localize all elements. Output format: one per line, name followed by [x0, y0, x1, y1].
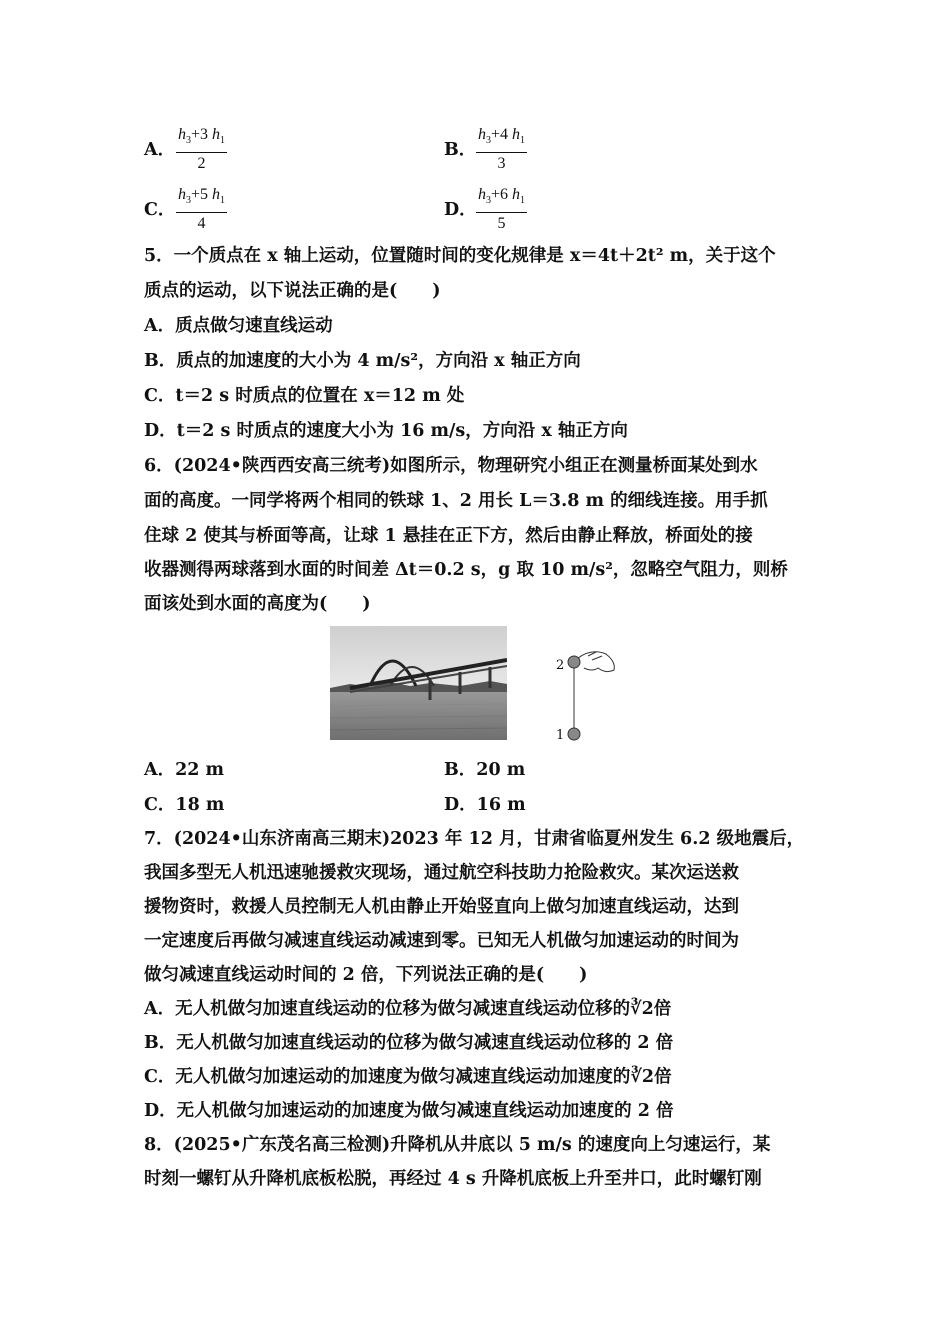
q5-option-c: C．t＝2 s 时质点的位置在 x＝12 m 处	[144, 386, 465, 406]
ball-2	[568, 656, 580, 668]
q7-option-c: C．无人机做匀加速运动的加速度为做匀减速直线运动加速度的∛2倍	[144, 1067, 672, 1087]
q4-option-b-fraction: $\frac{h_3+4 h_1}{3}$	[478, 126, 526, 173]
q6-stem-line-1: 6．(2024•陕西西安高三统考)如图所示，物理研究小组正在测量桥面某处到水	[144, 456, 758, 476]
q6-option-b: B．20 m	[444, 760, 526, 780]
q8-stem-line-2: 时刻一螺钉从升降机底板松脱，再经过 4 s 升降机底板上升至井口，此时螺钉刚	[144, 1169, 762, 1189]
q4-option-c-fraction: $\frac{h_3+5 h_1}{4}$	[178, 186, 226, 233]
q5-option-b: B．质点的加速度的大小为 4 m/s²，方向沿 x 轴正方向	[144, 351, 581, 371]
q6-stem-line-4: 收器测得两球落到水面的时间差 Δt＝0.2 s，g 取 10 m/s²，忽略空气阻力，则桥	[144, 560, 788, 580]
q5-stem-line-2: 质点的运动，以下说法正确的是( )	[144, 281, 441, 301]
q4-option-c-letter: C．	[144, 200, 176, 220]
q8-stem-line-1: 8．(2025•广东茂名高三检测)升降机从井底以 5 m/s 的速度向上匀速运行，某	[144, 1135, 771, 1155]
q4-option-a-letter: A．	[144, 140, 176, 160]
q4-option-d-letter: D．	[444, 200, 477, 220]
q7-option-d: D．无人机做匀加速运动的加速度为做匀减速直线运动加速度的 2 倍	[144, 1101, 674, 1121]
q6-option-d: D．16 m	[444, 795, 526, 815]
q5-stem-line-1: 5．一个质点在 x 轴上运动，位置随时间的变化规律是 x＝4t＋2t² m，关于这个	[144, 246, 776, 266]
q6-stem-line-3: 住球 2 使其与桥面等高，让球 1 悬挂在正下方，然后由静止释放，桥面处的接	[144, 526, 753, 546]
q6-option-c: C．18 m	[144, 795, 225, 815]
q5-option-d: D．t＝2 s 时质点的速度大小为 16 m/s，方向沿 x 轴正方向	[144, 421, 628, 441]
q5-option-a: A．质点做匀速直线运动	[144, 316, 333, 336]
bridge-photo	[330, 626, 507, 740]
q6-option-a: A．22 m	[144, 760, 225, 780]
q7-stem-line-4: 一定速度后再做匀减速直线运动减速到零。已知无人机做匀加速运动的时间为	[144, 931, 739, 951]
ball-2-label: 2	[556, 658, 565, 673]
q7-stem-line-3: 援物资时，救援人员控制无人机由静止开始竖直向上做匀加速直线运动，达到	[144, 897, 739, 917]
ball-1-label: 1	[556, 728, 565, 743]
q7-option-a: A．无人机做匀加速直线运动的位移为做匀减速直线运动位移的∛2倍	[144, 999, 672, 1019]
q4-option-a-fraction: $\frac{h_3+3 h_1}{2}$	[178, 126, 226, 173]
q6-stem-line-5: 面该处到水面的高度为( )	[144, 594, 371, 614]
q7-stem-line-5: 做匀减速直线运动时间的 2 倍，下列说法正确的是( )	[144, 965, 588, 985]
q7-option-b: B．无人机做匀加速直线运动的位移为做匀减速直线运动位移的 2 倍	[144, 1033, 674, 1053]
q4-option-d-fraction: $\frac{h_3+6 h_1}{5}$	[478, 186, 526, 233]
q7-stem-line-1: 7．(2024•山东济南高三期末)2023 年 12 月，甘肃省临夏州发生 6.2 级地震后，	[144, 829, 805, 849]
q7-stem-line-2: 我国多型无人机迅速驰援救灾现场，通过航空科技助力抢险救灾。某次运送救	[144, 863, 739, 883]
q6-stem-line-2: 面的高度。一同学将两个相同的铁球 1、2 用长 L＝3.8 m 的细线连接。用手抓	[144, 491, 768, 511]
q4-option-b-letter: B．	[444, 140, 477, 160]
ball-1	[568, 728, 580, 740]
